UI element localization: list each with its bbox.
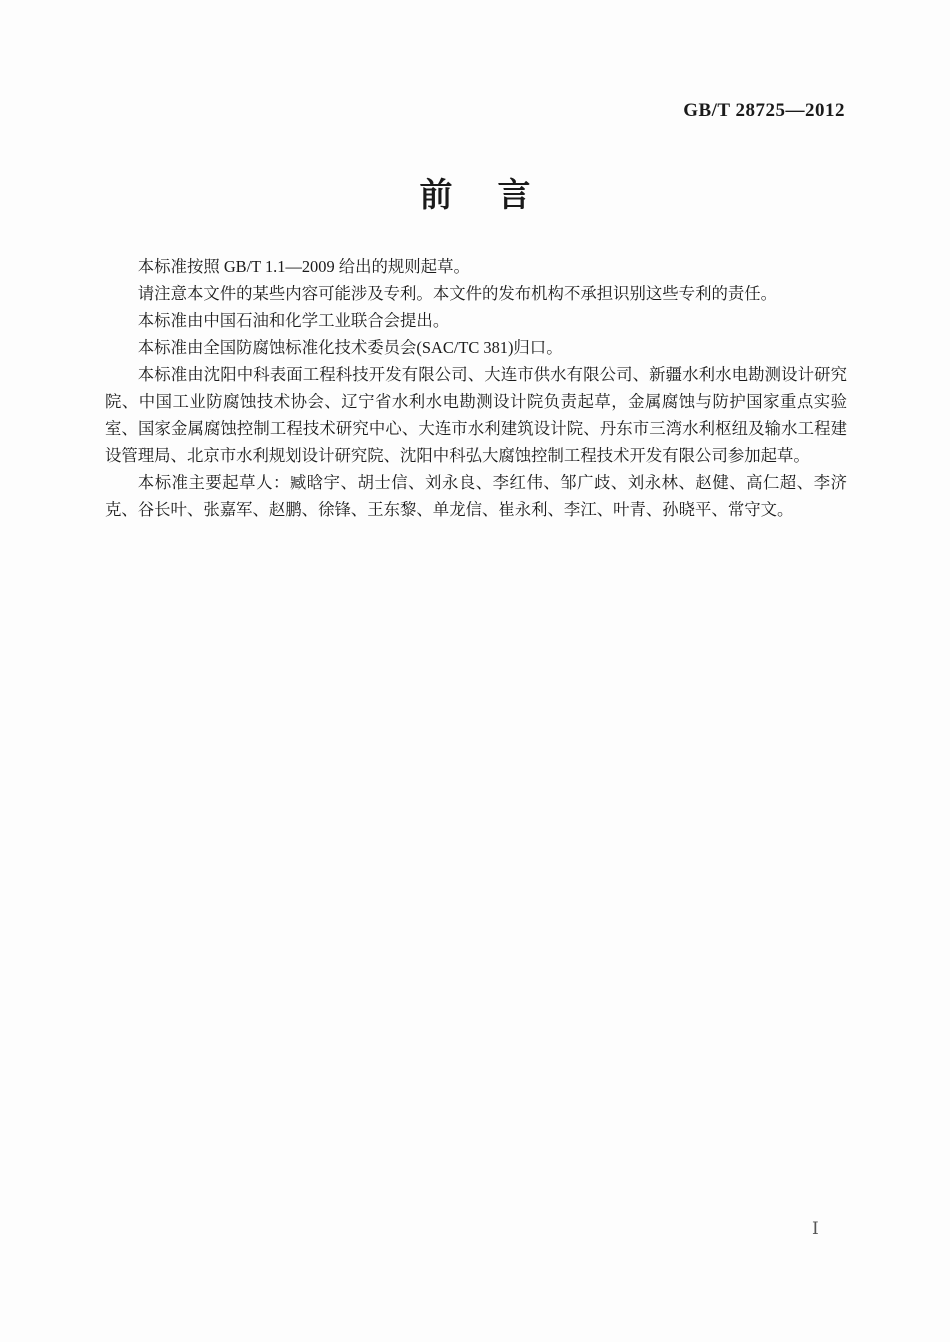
page-title-char-2: 言 [497, 178, 531, 214]
paragraph: 本标准由沈阳中科表面工程科技开发有限公司、大连市供水有限公司、新疆水利水电勘测设计研究院、中国工业防腐蚀技术协会、辽宁省水利水电勘测设计院负责起草，金属腐蚀与防护国家重点实验室、国家金属腐蚀控制工程技术研究中心、大连市水利建筑设计院、丹东市三湾水利枢纽及输水工程建设管理局、北京市水利规划设计研究院、沈阳中科弘大腐蚀控制工程技术开发有限公司参加起草。 [105, 365, 847, 465]
page-title [0, 176, 950, 216]
page-title-char-1: 前 [419, 178, 453, 214]
paragraph: 本标准按照 GB/T 1.1—2009 给出的规则起草。 [137, 257, 470, 276]
paragraph: 本标准主要起草人：臧晗宇、胡士信、刘永良、李红伟、邹广歧、刘永林、赵健、高仁超、李济克、谷长叶、张嘉军、赵鹏、徐锋、王东黎、单龙信、崔永利、李江、叶青、孙晓平、常守文。 [105, 473, 847, 519]
paragraph: 本标准由全国防腐蚀标准化技术委员会(SAC/TC 381)归口。 [137, 338, 563, 357]
foreword-body [105, 253, 847, 523]
page-number: Ⅰ [812, 1219, 819, 1238]
paragraph: 本标准由中国石油和化学工业联合会提出。 [137, 311, 450, 330]
standard-code-header: GB/T 28725—2012 [683, 100, 845, 121]
paragraph: 请注意本文件的某些内容可能涉及专利。本文件的发布机构不承担识别这些专利的责任。 [137, 284, 778, 303]
